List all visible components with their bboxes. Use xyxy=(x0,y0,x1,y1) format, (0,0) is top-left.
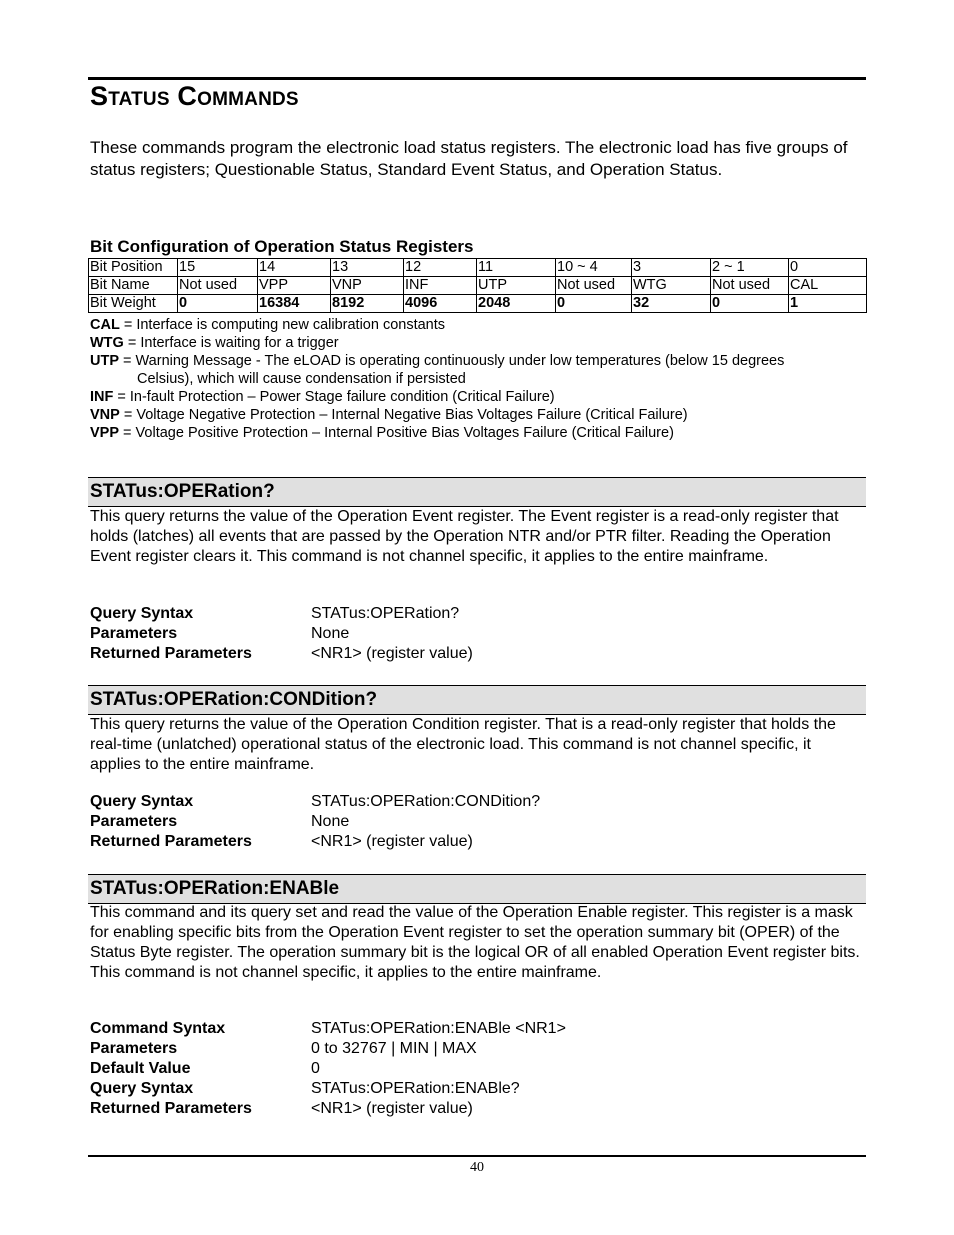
section-title: STATus:OPERation:ENABle xyxy=(90,878,340,899)
bit-configuration-table xyxy=(88,258,867,313)
param-row xyxy=(90,604,473,624)
param-value: None xyxy=(311,625,350,642)
section-heading-operation xyxy=(88,477,866,507)
legend-item xyxy=(90,406,860,424)
table-cell: 10 ~ 4 xyxy=(556,259,632,277)
param-row xyxy=(90,644,473,664)
section-description: This query returns the value of the Operation Condition register. That is a read-only register that holds the real-time (unlatched) operational status of the electronic load. This command is not channel specific, it applies to the entire mainframe. xyxy=(90,716,836,773)
table-cell: 15 xyxy=(178,259,258,277)
section-description: This command and its query set and read the value of the Operation Enable register. This register is a mask for enabling specific bits from the Operation Event register to set the operation summary bit (OPER) of the Status Byte register. The operation summary bit is the logical OR of all enabled Operation Event register bits. This command is not channel specific, it applies to the entire mainframe. xyxy=(90,904,860,981)
section-heading-condition xyxy=(88,685,866,715)
table-cell: 0 xyxy=(556,295,632,313)
section-title: STATus:OPERation:CONDition? xyxy=(90,689,378,710)
param-label: Query Syntax xyxy=(90,605,194,622)
legend-text: = Voltage Negative Protection – Internal Negative Bias Voltages Failure (Critical Failure) xyxy=(119,407,688,423)
page-title: Status Commands xyxy=(90,81,299,111)
param-row xyxy=(90,1079,566,1099)
table-cell: 4096 xyxy=(404,295,477,313)
bit-name-row xyxy=(89,277,867,295)
param-value: <NR1> (register value) xyxy=(311,1100,473,1117)
section-title: STATus:OPERation? xyxy=(90,481,275,502)
bit-position-row xyxy=(89,259,867,277)
parameter-list xyxy=(90,1019,566,1119)
table-cell: Not used xyxy=(556,277,632,295)
legend-text: = In-fault Protection – Power Stage failure condition (Critical Failure) xyxy=(113,389,555,405)
table-cell: 2 ~ 1 xyxy=(711,259,789,277)
row-label: Bit Weight xyxy=(89,295,178,313)
param-label: Query Syntax xyxy=(90,793,194,810)
table-cell: VPP xyxy=(258,277,331,295)
param-value: <NR1> (register value) xyxy=(311,833,473,850)
page-number: 40 xyxy=(470,1160,484,1175)
param-row xyxy=(90,1059,566,1079)
param-row xyxy=(90,624,473,644)
legend-continuation: Celsius), which will cause condensation if persisted xyxy=(137,371,466,387)
param-label: Returned Parameters xyxy=(90,833,252,850)
legend-key: WTG xyxy=(90,335,124,351)
table-cell: 16384 xyxy=(258,295,331,313)
param-label: Parameters xyxy=(90,813,178,830)
legend-key: CAL xyxy=(90,317,120,333)
legend-item xyxy=(90,388,860,406)
param-label: Parameters xyxy=(90,1040,178,1057)
bit-weight-row xyxy=(89,295,867,313)
param-label: Query Syntax xyxy=(90,1080,194,1097)
table-cell: 2048 xyxy=(477,295,556,313)
parameter-list xyxy=(90,604,473,664)
legend-key: INF xyxy=(90,389,114,405)
legend-item xyxy=(90,334,860,352)
param-row xyxy=(90,1039,566,1059)
param-row xyxy=(90,1099,566,1119)
table-cell: Not used xyxy=(711,277,789,295)
bit-table-title: Bit Configuration of Operation Status Registers xyxy=(90,237,474,256)
table-cell: 11 xyxy=(477,259,556,277)
table-cell: VNP xyxy=(331,277,404,295)
legend-key: UTP xyxy=(90,353,119,369)
legend-key: VPP xyxy=(90,425,120,441)
legend-item xyxy=(90,316,860,334)
param-value: 0 to 32767 | MIN | MAX xyxy=(311,1040,477,1057)
param-label: Parameters xyxy=(90,625,178,642)
top-rule xyxy=(88,77,866,80)
bottom-rule xyxy=(88,1155,866,1157)
legend-item xyxy=(90,352,860,370)
param-label: Command Syntax xyxy=(90,1020,226,1037)
table-cell: 0 xyxy=(178,295,258,313)
legend-item xyxy=(90,424,860,442)
param-label: Returned Parameters xyxy=(90,1100,252,1117)
table-cell: 0 xyxy=(789,259,867,277)
param-value: STATus:OPERation:ENABle <NR1> xyxy=(311,1020,566,1037)
legend-text: = Interface is waiting for a trigger xyxy=(123,335,339,351)
param-row xyxy=(90,792,540,812)
section-description: This query returns the value of the Operation Event register. The Event register is a read-only register that holds (latches) all events that are passed by the Operation NTR and/or PTR filter. Reading the Operation Event register clears it. This command is not channel specific, it applies to the entire mainframe. xyxy=(90,508,839,565)
table-cell: 1 xyxy=(789,295,867,313)
param-label: Default Value xyxy=(90,1060,191,1077)
table-cell: WTG xyxy=(632,277,711,295)
param-value: STATus:OPERation:ENABle? xyxy=(311,1080,520,1097)
section-heading-enable xyxy=(88,874,866,904)
param-value: <NR1> (register value) xyxy=(311,645,473,662)
table-cell: 0 xyxy=(711,295,789,313)
legend-key: VNP xyxy=(90,407,120,423)
table-cell: 8192 xyxy=(331,295,404,313)
legend-text: = Warning Message - The eLOAD is operating continuously under low temperatures (below 15 degrees xyxy=(119,353,785,369)
param-row xyxy=(90,812,540,832)
table-cell: CAL xyxy=(789,277,867,295)
param-row xyxy=(90,832,540,852)
legend-text: = Voltage Positive Protection – Internal Positive Bias Voltages Failure (Critical Failure) xyxy=(119,425,674,441)
intro-paragraph: These commands program the electronic load status registers. The electronic load has five groups of status registers; Questionable Status, Standard Event Status, and Operation Status. xyxy=(90,138,848,179)
param-value: None xyxy=(311,813,350,830)
param-value: STATus:OPERation? xyxy=(311,605,460,622)
row-label: Bit Position xyxy=(89,259,178,277)
table-cell: 14 xyxy=(258,259,331,277)
param-label: Returned Parameters xyxy=(90,645,252,662)
table-cell: Not used xyxy=(178,277,258,295)
table-cell: 13 xyxy=(331,259,404,277)
param-value: STATus:OPERation:CONDition? xyxy=(311,793,541,810)
table-cell: 32 xyxy=(632,295,711,313)
row-label: Bit Name xyxy=(89,277,178,295)
table-cell: UTP xyxy=(477,277,556,295)
param-value: 0 xyxy=(311,1060,320,1077)
table-cell: INF xyxy=(404,277,477,295)
table-cell: 12 xyxy=(404,259,477,277)
legend-text: = Interface is computing new calibration constants xyxy=(119,317,446,333)
parameter-list xyxy=(90,792,540,852)
table-cell: 3 xyxy=(632,259,711,277)
param-row xyxy=(90,1019,566,1039)
bit-legend xyxy=(90,316,860,442)
